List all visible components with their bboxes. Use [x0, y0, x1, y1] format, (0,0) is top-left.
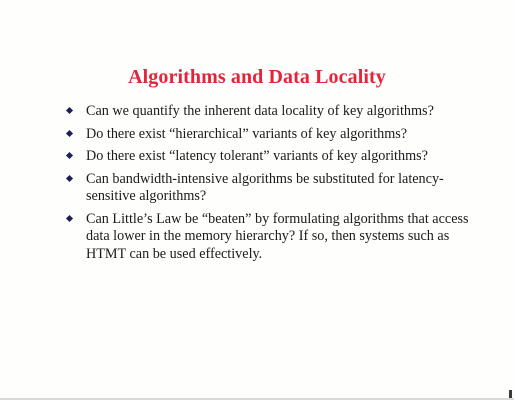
bullet-item — [66, 126, 476, 144]
corner-mark — [509, 390, 512, 398]
bullet-item — [66, 171, 476, 206]
bullet-item — [66, 211, 476, 264]
diamond-bullet-icon — [66, 215, 73, 222]
bullet-text: Can bandwidth-intensive algorithms be substituted for latency-sensitive algorithms? — [86, 170, 444, 204]
bullet-list — [66, 103, 476, 268]
diamond-bullet-icon — [66, 107, 73, 114]
slide-title: Algorithms and Data Locality — [128, 66, 386, 88]
bullet-item — [66, 103, 476, 121]
diamond-bullet-icon — [66, 152, 73, 159]
bullet-item — [66, 148, 476, 166]
bullet-text: Do there exist “latency tolerant” variants of key algorithms? — [86, 148, 428, 164]
bullet-text: Do there exist “hierarchical” variants of key algorithms? — [86, 125, 408, 142]
bullet-text: Can Little’s Law be “beaten” by formulating algorithms that access data lower in the memory hierarchy? If so, then systems such as HTMT can be used effectively. — [86, 210, 469, 262]
diamond-bullet-icon — [66, 175, 73, 182]
diamond-bullet-icon — [66, 130, 73, 137]
bullet-text: Can we quantify the inherent data locality of key algorithms? — [86, 103, 434, 119]
